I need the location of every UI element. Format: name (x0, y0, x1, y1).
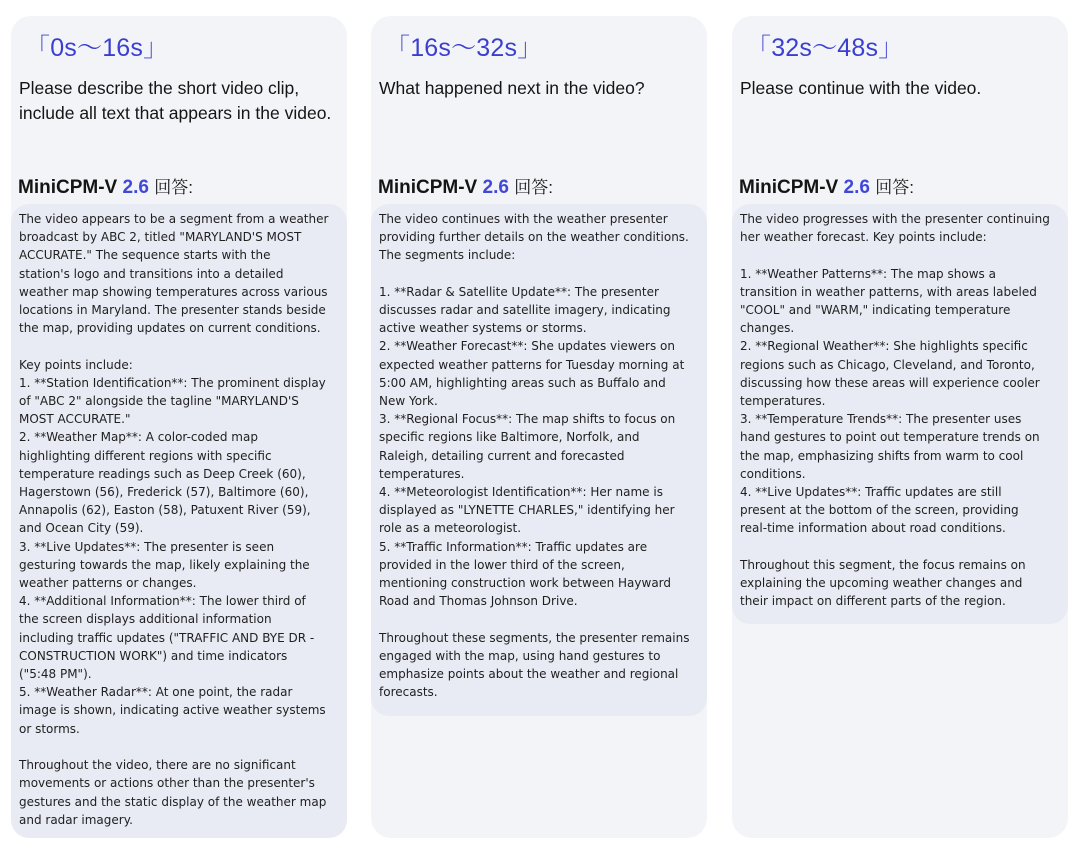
user-question: Please describe the short video clip, include all text that appears in the video. (19, 78, 332, 123)
model-name: MiniCPM-V (18, 177, 118, 198)
segment-panel-32s-48s (732, 16, 1068, 838)
model-version: 2.6 (122, 177, 149, 198)
time-range-label: 「0s～16s」 (25, 34, 169, 62)
answer-suffix: 回答: (154, 178, 193, 197)
segment-panel-16s-32s (371, 16, 707, 838)
model-answer-heading (378, 173, 553, 199)
model-version: 2.6 (843, 177, 870, 198)
segment-panel-0s-16s (11, 16, 347, 838)
answer-text: The video progresses with the presenter continuing her weather forecast. Key points include: 1. **Weather Patterns**: The map shows a transition in weather patterns, with areas labeled "COOL" and "WARM," indicating temperature changes. 2. **Regional Weather**: She highlights specific regions such as Chicago, Cleveland, and Toronto, discussing how these areas will experience cooler temperatures. 3. **Temperature Trends**: The presenter uses hand gestures to point out temperature trends on the map, emphasizing shifts from warm to cool conditions. 4. **Live Updates**: Traffic updates are still present at the bottom of the screen, providing real-time information about road conditions. Throughout this segment, the focus remains on explaining the upcoming weather changes and their impact on different parts of the region. (740, 212, 1050, 609)
answer-text: The video continues with the weather presenter providing further details on the weather conditions. The segments include: 1. **Radar & Satellite Update**: The presenter discusses radar and satellite imagery, indicating active weather systems or storms. 2. **Weather Forecast**: She updates viewers on expected weather patterns for Tuesday morning at 5:00 AM, highlighting areas such as Buffalo and New York. 3. **Regional Focus**: The map shifts to focus on specific regions like Baltimore, Norfolk, and Raleigh, detailing current and forecasted temperatures. 4. **Meteorologist Identification**: Her name is displayed as "LYNETTE CHARLES," identifying her role as a meteorologist. 5. **Traffic Information**: Traffic updates are provided in the lower third of the screen, mentioning construction work between Hayward Road and Thomas Johnson Drive. Throughout these segments, the presenter remains engaged with the map, using hand gestures to emphasize points about the weather and regional forecasts. (379, 212, 690, 700)
model-answer-heading (739, 173, 914, 199)
answer-box (11, 204, 347, 838)
answer-box (371, 204, 707, 716)
user-question: What happened next in the video? (379, 78, 645, 98)
model-answer-heading (18, 173, 193, 199)
time-range-label: 「32s～48s」 (746, 34, 904, 62)
time-range-label: 「16s～32s」 (385, 34, 543, 62)
user-question: Please continue with the video. (740, 78, 982, 98)
model-name: MiniCPM-V (378, 177, 478, 198)
model-version: 2.6 (482, 177, 509, 198)
answer-suffix: 回答: (514, 178, 553, 197)
model-name: MiniCPM-V (739, 177, 839, 198)
answer-suffix: 回答: (875, 178, 914, 197)
answer-text: The video appears to be a segment from a weather broadcast by ABC 2, titled "MARYLAND'S MOST ACCURATE." The sequence starts with the station's logo and transitions into a detailed weather map showing temperatures across various locations in Maryland. The presenter stands beside the map, providing updates on current conditions. Key points include: 1. **Station Identification**: The prominent display of "ABC 2" alongside the tagline "MARYLAND'S MOST ACCURATE." 2. **Weather Map**: A color-coded map highlighting different regions with specific temperature readings such as Deep Creek (60), Hagerstown (56), Frederick (57), Baltimore (60), Annapolis (62), Easton (58), Patuxent River (59), and Ocean City (59). 3. **Live Updates**: The presenter is seen gesturing towards the map, likely explaining the weather patterns or changes. 4. **Additional Information**: The lower third of the screen displays additional information including traffic updates ("TRAFFIC AND BYE DR - CONSTRUCTION WORK") and time indicators ("5:48 PM"). 5. **Weather Radar**: At one point, the radar image is shown, indicating active weather systems or storms. Throughout the video, there are no significant movements or actions other than the presenter's gestures and the static display of the weather map and radar imagery. (19, 212, 329, 827)
answer-box (732, 204, 1068, 624)
